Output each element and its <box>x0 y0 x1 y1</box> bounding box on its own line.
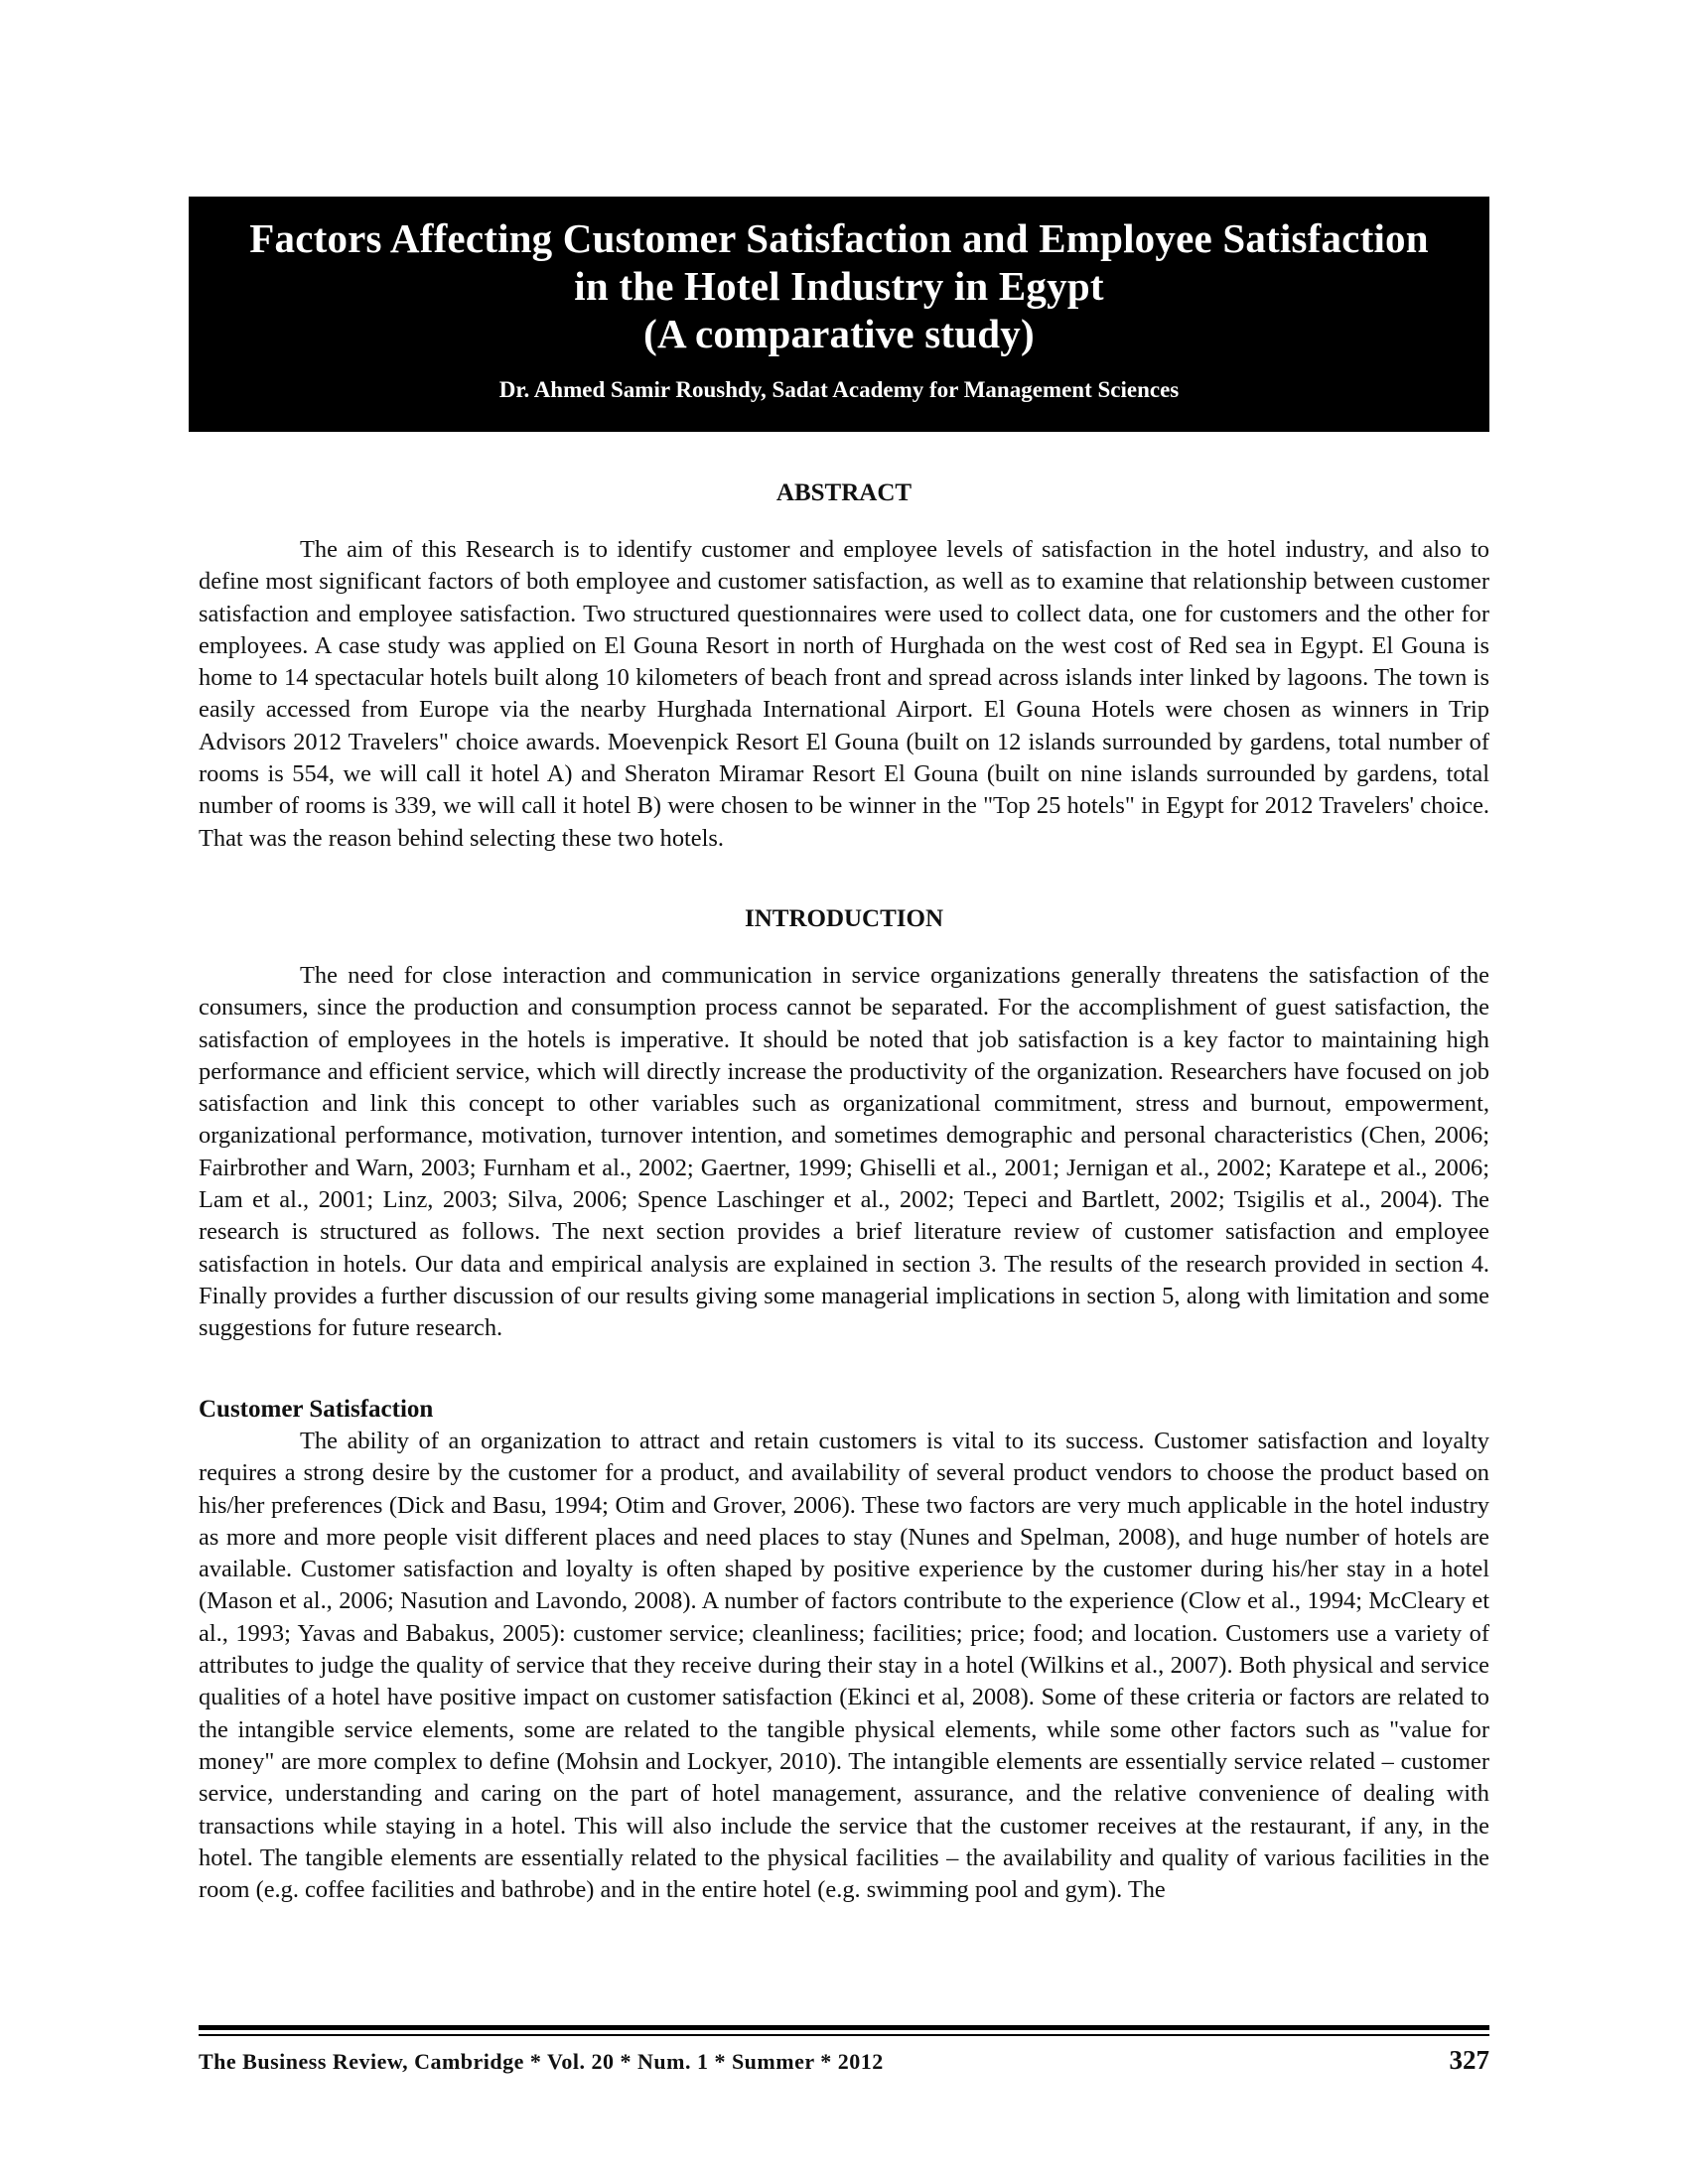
paper-title-line-3: (A comparative study) <box>643 311 1035 356</box>
abstract-heading: ABSTRACT <box>775 479 913 506</box>
customer-satisfaction-text: The ability of an organization to attract and retain customers is vital to its success. Customer satisfaction and loyalty requires a strong desire by the customer for a product, and availability of several product vendors to choose the product based on his/her preferences (Dick and Basu, 1994; Otim and Grover, 2006). These two factors are very much applicable in the hotel industry as more and more people visit different places and need places to stay (Nunes and Spelman, 2008), and huge number of hotels are available. Customer satisfaction and loyalty is often shaped by positive experience by the customer during his/her stay in a hotel (Mason et al., 2006; Nasution and Lavondo, 2008). A number of factors contribute to the experience (Clow et al., 1994; McCleary et al., 1993; Yavas and Babakus, 2005): customer service; cleanliness; facilities; price; food; and location. Customers use a variety of attributes to judge the quality of service that they receive during their stay in a hotel (Wilkins et al., 2007). Both physical and service qualities of a hotel have positive impact on customer satisfaction (Ekinci et al, 2008). Some of these criteria or factors are related to the intangible service elements, some are related to the tangible physical elements, while some other factors such as "value for money" are more complex to define (Mohsin and Lockyer, 2010). The intangible elements are essentially service related – customer service, understanding and caring on the part of hotel management, assurance, and the relative convenience of dealing with transactions while staying in a hotel. This will also include the service that the customer receives at the restaurant, if any, in the hotel. The tangible elements are essentially related to the physical facilities – the availability and quality of various facilities in the room (e.g. coffee facilities and bathrobe) and in the entire hotel (e.g. swimming pool and gym). The <box>199 1428 1489 1904</box>
customer-satisfaction-heading: Customer Satisfaction <box>199 1396 434 1423</box>
abstract-text: The aim of this Research is to identify customer and employee levels of satisfaction in the hotel industry, and also to define most significant factors of both employee and customer satisfaction, as well as to examine that relationship between customer satisfaction and employee satisfaction. Two structured questionnaires were used to collect data, one for customers and the other for employees. A case study was applied on El Gouna Resort in north of Hurghada on the west cost of Red sea in Egypt. El Gouna is home to 14 spectacular hotels built along 10 kilometers of beach front and spread across islands inter linked by lagoons. The town is easily accessed from Europe via the nearby Hurghada International Airport. El Gouna Hotels were chosen as winners in Trip Advisors 2012 Travelers" choice awards. Moevenpick Resort El Gouna (built on 12 islands surrounded by gardens, total number of rooms is 554, we will call it hotel A) and Sheraton Miramar Resort El Gouna (built on nine islands surrounded by gardens, total number of rooms is 339, we will call it hotel B) were chosen to be winner in the "Top 25 hotels" in Egypt for 2012 Travelers' choice. That was the reason behind selecting these two hotels. <box>199 536 1489 852</box>
paper-title-line-2: in the Hotel Industry in Egypt <box>574 263 1104 309</box>
footer-rule <box>199 2025 1489 2030</box>
footer-rule-thin <box>199 2034 1489 2036</box>
title-banner <box>189 197 1489 432</box>
page-number: 327 <box>1449 2045 1489 2075</box>
journal-footer: The Business Review, Cambridge * Vol. 20 * Num. 1 * Summer * 2012 <box>199 2049 884 2074</box>
author-affiliation: Dr. Ahmed Samir Roushdy, Sadat Academy for Management Sciences <box>498 377 1180 402</box>
introduction-text: The need for close interaction and communication in service organizations generally threatens the satisfaction of the consumers, since the production and consumption process cannot be separated. For the accomplishment of guest satisfaction, the satisfaction of employees in the hotels is imperative. It should be noted that job satisfaction is a key factor to maintaining high performance and efficient service, which will directly increase the productivity of the organization. Researchers have focused on job satisfaction and link this concept to other variables such as organizational commitment, stress and burnout, empowerment, organizational performance, motivation, turnover intention, and sometimes demographic and personal characteristics (Chen, 2006; Fairbrother and Warn, 2003; Furnham et al., 2002; Gaertner, 1999; Ghiselli et al., 2001; Jernigan et al., 2002; Karatepe et al., 2006; Lam et al., 2001; Linz, 2003; Silva, 2006; Spence Laschinger et al., 2002; Tepeci and Bartlett, 2002; Tsigilis et al., 2004). The research is structured as follows. The next section provides a brief literature review of customer satisfaction and employee satisfaction in hotels. Our data and empirical analysis are explained in section 3. The results of the research provided in section 4. Finally provides a further discussion of our results giving some managerial implications in section 5, along with limitation and some suggestions for future research. <box>199 962 1489 1342</box>
introduction-heading: INTRODUCTION <box>744 905 944 932</box>
paper-title-line-1: Factors Affecting Customer Satisfaction and Employee Satisfaction <box>249 215 1429 261</box>
